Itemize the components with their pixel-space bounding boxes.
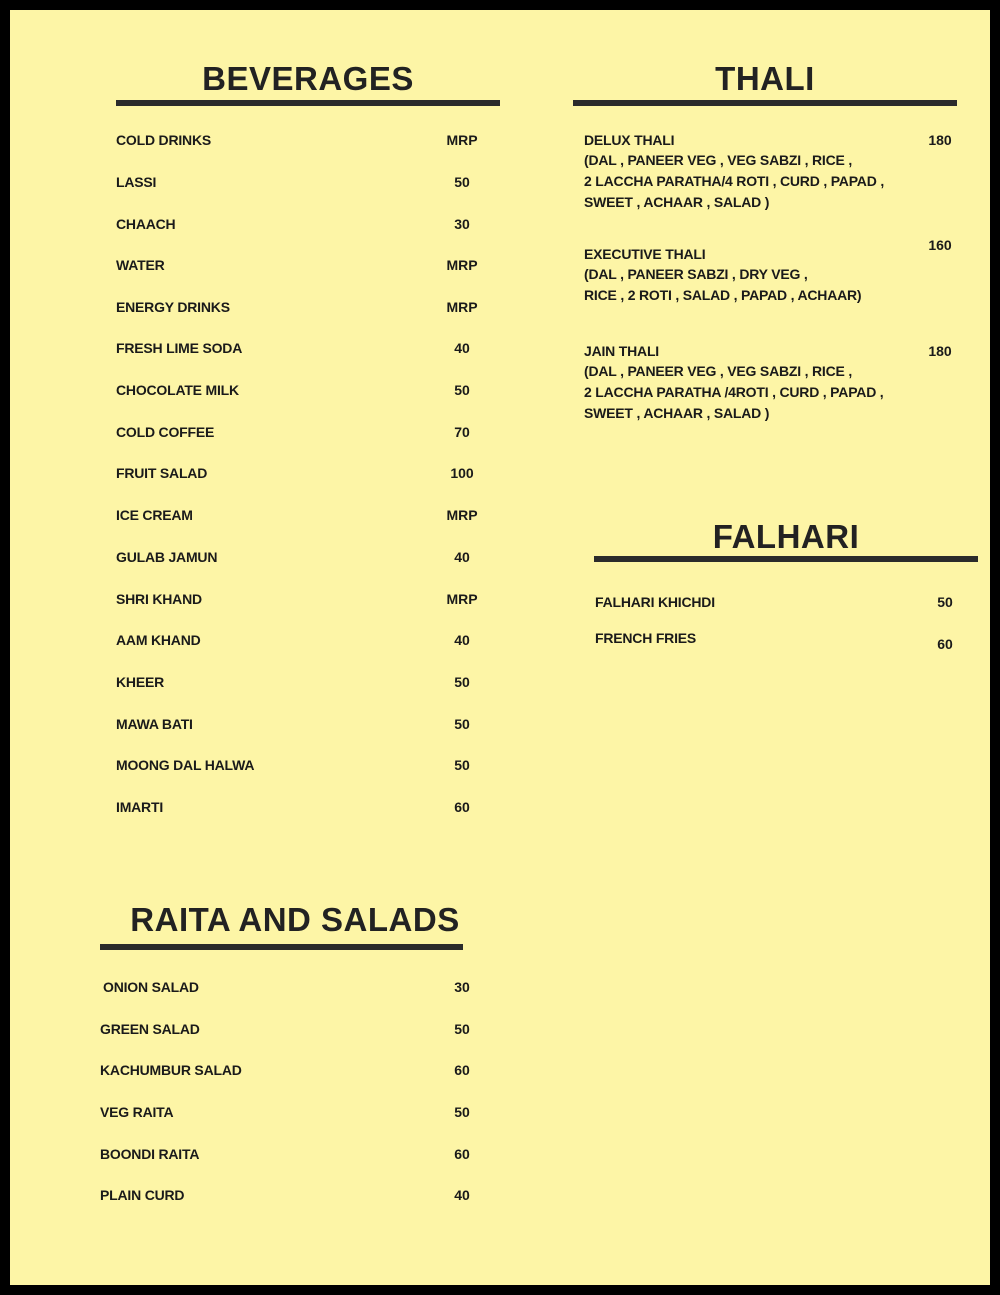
beverage-item-name: ENERGY DRINKS [116,299,230,315]
beverage-item-price: 50 [454,382,470,398]
beverage-item-price: MRP [446,591,478,607]
beverage-item-price: 100 [450,465,474,481]
beverage-item-name: LASSI [116,174,157,190]
raita-item-name: VEG RAITA [100,1104,174,1120]
beverage-item-name: FRESH LIME SODA [116,340,243,356]
thali-heading: THALI [715,60,815,97]
raita-item-price: 60 [454,1062,470,1078]
beverage-item-name: IMARTI [116,799,164,815]
thali-item-description-line: (DAL , PANEER VEG , VEG SABZI , RICE , [584,363,853,379]
beverage-item-price: 40 [454,632,470,648]
falhari-rule [594,556,978,562]
beverage-item-name: MOONG DAL HALWA [116,757,255,773]
raita-item-price: 60 [454,1146,470,1162]
raita-item-name: KACHUMBUR SALAD [100,1062,242,1078]
falhari-item-name: FALHARI KHICHDI [595,594,715,610]
thali-item-description-line: SWEET , ACHAAR , SALAD ) [584,405,770,421]
thali-item-price: 180 [928,343,952,359]
raita-item-price: 50 [454,1104,470,1120]
beverage-item-price: 70 [454,424,470,440]
beverages-rule [116,100,500,106]
raita-rule [100,944,463,950]
beverage-item-name: CHOCOLATE MILK [116,382,239,398]
thali-item-description-line: RICE , 2 ROTI , SALAD , PAPAD , ACHAAR) [584,287,862,303]
beverage-item-price: 40 [454,549,470,565]
beverage-item-price: 50 [454,674,470,690]
beverage-item-name: COLD COFFEE [116,424,215,440]
thali-item-description-line: (DAL , PANEER VEG , VEG SABZI , RICE , [584,152,853,168]
thali-item-name: EXECUTIVE THALI [584,246,706,262]
beverage-item-name: KHEER [116,674,165,690]
falhari-heading: FALHARI [712,518,860,555]
thali-item-description-line: SWEET , ACHAAR , SALAD ) [584,194,770,210]
beverage-item-name: MAWA BATI [116,716,193,732]
thali-item-price: 180 [928,132,952,148]
thali-item-description-line: (DAL , PANEER SABZI , DRY VEG , [584,266,808,282]
falhari-item-price: 60 [937,636,953,652]
beverage-item-name: AAM KHAND [116,632,201,648]
falhari-item-name: FRENCH FRIES [595,630,697,646]
raita-item-price: 50 [454,1021,470,1037]
beverage-item-name: SHRI KHAND [116,591,202,607]
thali-item-name: JAIN THALI [584,343,660,359]
beverage-item-name: FRUIT SALAD [116,465,208,481]
raita-item-name: ONION SALAD [103,979,199,995]
beverage-item-name: CHAACH [116,216,176,232]
raita-item-price: 30 [454,979,470,995]
beverage-item-name: COLD DRINKS [116,132,212,148]
beverage-item-price: MRP [446,299,478,315]
raita-item-price: 40 [454,1187,470,1203]
thali-item-price: 160 [928,237,952,253]
beverage-item-name: ICE CREAM [116,507,193,523]
thali-item-name: DELUX THALI [584,132,675,148]
beverage-item-price: 60 [454,799,470,815]
beverage-item-price: 30 [454,216,470,232]
raita-item-name: BOONDI RAITA [100,1146,200,1162]
beverage-item-price: 50 [454,174,470,190]
beverage-item-price: MRP [446,257,478,273]
beverage-item-price: MRP [446,132,478,148]
thali-item-description-line: 2 LACCHA PARATHA/4 ROTI , CURD , PAPAD , [584,173,885,189]
thali-rule [573,100,957,106]
thali-item-description-line: 2 LACCHA PARATHA /4ROTI , CURD , PAPAD , [584,384,884,400]
raita-item-name: PLAIN CURD [100,1187,185,1203]
beverages-heading: BEVERAGES [202,60,414,97]
menu-page [10,10,990,1285]
falhari-item-price: 50 [937,594,953,610]
raita-item-name: GREEN SALAD [100,1021,200,1037]
beverage-item-name: GULAB JAMUN [116,549,218,565]
raita-heading: RAITA AND SALADS [130,901,460,938]
beverage-item-price: MRP [446,507,478,523]
beverage-item-price: 40 [454,340,470,356]
beverage-item-price: 50 [454,716,470,732]
beverage-item-name: WATER [116,257,165,273]
beverage-item-price: 50 [454,757,470,773]
